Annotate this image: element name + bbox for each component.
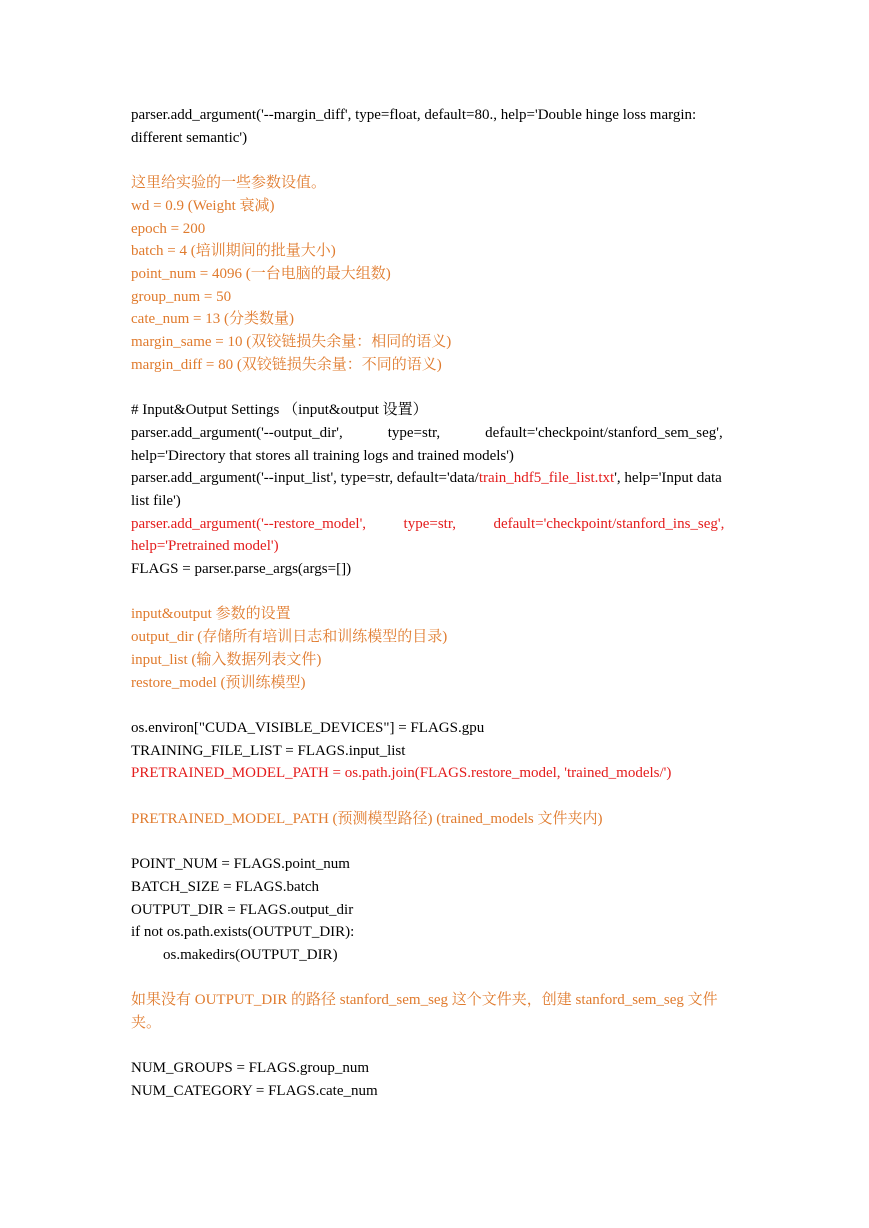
code-fragment: ', help='Input data <box>614 470 722 487</box>
note-line: margin_same = 10 (双铰链损失余量：相同的语义) <box>131 334 452 351</box>
code-line: OUTPUT_DIR = FLAGS.output_dir <box>131 901 354 918</box>
code-line <box>131 467 737 490</box>
code-line: list file') <box>131 492 181 509</box>
note-line: 如果没有 OUTPUT_DIR 的路径 stanford_sem_seg 这个文件夹，创建 stanford_sem_seg 文件 <box>131 992 718 1009</box>
note-line: cate_num = 13 (分类数量) <box>131 311 295 328</box>
note-line: 夹。 <box>131 1015 162 1032</box>
note-line: group_num = 50 <box>131 288 232 305</box>
code-line: POINT_NUM = FLAGS.point_num <box>131 856 350 873</box>
note-line: output_dir (存储所有培训日志和训练模型的目录) <box>131 629 448 646</box>
note-line: PRETRAINED_MODEL_PATH (预测模型路径) (trained_models 文件夹内) <box>131 810 603 827</box>
document-page <box>131 104 737 1103</box>
note-line: input_list (输入数据列表文件) <box>131 651 322 668</box>
code-line: NUM_GROUPS = FLAGS.group_num <box>131 1060 370 1077</box>
section-header: # Input&Output Settings （input&output 设置） <box>131 402 428 419</box>
code-line: different semantic') <box>131 129 248 146</box>
note-line: margin_diff = 80 (双铰链损失余量：不同的语义) <box>131 356 442 373</box>
note-line: restore_model (预训练模型) <box>131 674 306 691</box>
code-line-indented: os.makedirs(OUTPUT_DIR) <box>163 946 338 963</box>
note-line: point_num = 4096 (一台电脑的最大组数) <box>131 265 391 282</box>
code-fragment: parser.add_argument('--input_list', type=str, default='data/ <box>131 470 479 487</box>
code-line: FLAGS = parser.parse_args(args=[]) <box>131 561 352 578</box>
code-line: TRAINING_FILE_LIST = FLAGS.input_list <box>131 742 406 759</box>
note-line: input&output 参数的设置 <box>131 606 291 623</box>
note-line: 这里给实验的一些参数设值。 <box>131 175 327 192</box>
highlighted-filename: train_hdf5_file_list.txt <box>478 470 615 487</box>
code-line: parser.add_argument('--output_dir', type=str, default='checkpoint/stanford_sem_seg', <box>131 424 723 441</box>
note-line: epoch = 200 <box>131 220 206 237</box>
code-line: NUM_CATEGORY = FLAGS.cate_num <box>131 1083 378 1100</box>
code-line: help='Directory that stores all training logs and trained models') <box>131 447 514 464</box>
note-line: wd = 0.9 (Weight 衰减) <box>131 197 275 214</box>
code-line: BATCH_SIZE = FLAGS.batch <box>131 878 320 895</box>
code-line: os.environ["CUDA_VISIBLE_DEVICES"] = FLAGS.gpu <box>131 719 485 736</box>
code-line-highlighted: PRETRAINED_MODEL_PATH = os.path.join(FLAGS.restore_model, 'trained_models/') <box>131 765 672 782</box>
code-line-highlighted: parser.add_argument('--restore_model', type=str, default='checkpoint/stanford_ins_seg', <box>131 515 725 532</box>
code-line: parser.add_argument('--margin_diff', type=float, default=80., help='Double hinge loss margin: <box>131 107 697 123</box>
note-line: batch = 4 (培训期间的批量大小) <box>131 243 336 260</box>
code-line-highlighted: help='Pretrained model') <box>131 538 279 555</box>
code-line: if not os.path.exists(OUTPUT_DIR): <box>131 924 355 941</box>
